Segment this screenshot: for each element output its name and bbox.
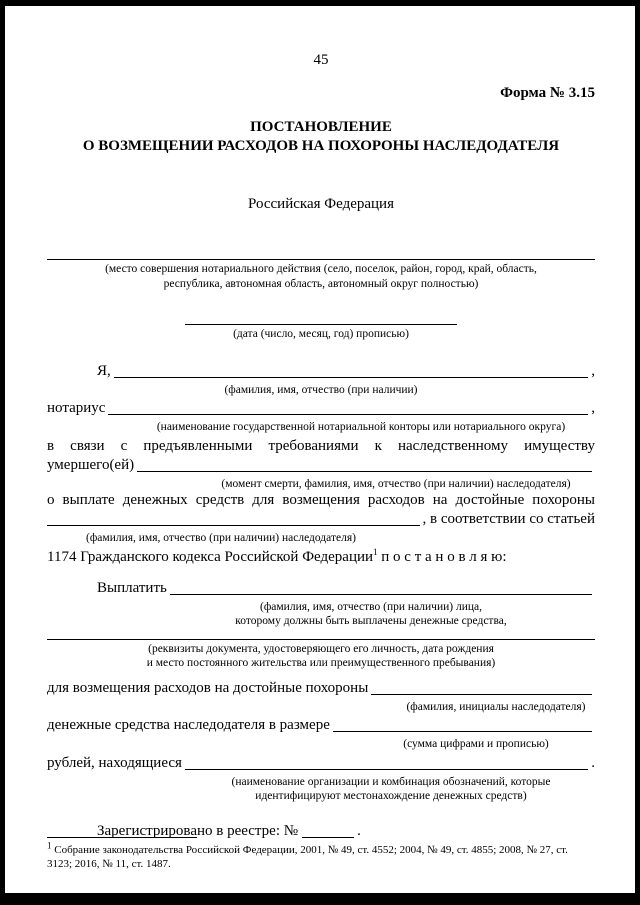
payee-caption-line-2: которому должны быть выплачены денежные средства, [235,615,507,627]
deceased-caption: (момент смерти, фамилия, имя, отчество (при наличии) наследодателя) [221,477,571,490]
notary-office-blank [108,414,588,415]
identity-doc-blank [47,639,595,640]
funeral-row [47,679,595,698]
federation-heading: Российская Федерация [248,196,394,212]
payee-name-blank [170,594,592,595]
trailing-comma: , [591,400,595,416]
date-caption: (дата (число, месяц, год) прописью) [233,328,409,340]
place-caption-line-2: республика, автономная область, автономный округ полностью) [163,277,479,290]
resolve-text: п о с т а н о в л я ю: [381,548,507,565]
page-number: 45 [313,52,329,68]
testator-caption: (фамилия, имя, отчество (при наличии) наследодателя) [86,532,356,544]
rubles-row [47,754,595,773]
organization-caption-line-1: (наименование организации и комбинация обозначений, которые [231,775,551,788]
funds-location-blank [185,769,588,770]
footnote-marker: 1 [47,840,52,851]
amount-blank [333,731,592,732]
identity-caption [47,642,595,671]
trailing-comma: , [591,362,595,379]
pay-row [47,579,595,598]
footnote-divider [47,837,197,838]
notary-label: нотариус [47,400,106,416]
footnote-text-block [47,840,595,871]
registered-label: Зарегистрировано в реестре: № [97,822,299,839]
amount-label: денежные средства наследодателя в размере [47,717,330,733]
deceased-info-blank [137,471,592,472]
place-caption-line-1: (место совершения нотариального действия (село, поселок, район, город, край, область, [105,263,537,275]
organization-caption-line-2: идентифицируют местонахождение денежных средств) [255,790,527,802]
payee-caption-line-1: (фамилия, имя, отчество (при наличии) лица, [260,600,482,613]
document-title [47,118,595,156]
place-caption [47,262,595,291]
declarant-row [47,362,595,381]
notary-row [47,399,595,418]
amount-caption: (сумма цифрами и прописью) [403,738,549,750]
i-label: Я, [97,362,111,379]
title-line-1: ПОСТАНОВЛЕНИЕ [250,119,392,135]
article-text: 1174 Гражданского кодекса Российской Федерации [47,548,374,565]
claims-text: в связи с предъявленными требованиями к наследственному имуществу [47,437,595,454]
deceased-label: умершего(ей) [47,456,135,473]
form-number-label: Форма № 3.15 [500,85,595,101]
date-blank-line [185,313,457,325]
trailing-period: . [591,754,595,771]
funeral-label: для возмещения расходов на достойные похороны [47,679,369,696]
accordance-text: , в соответствии со статьей [422,511,595,527]
payee-caption [147,600,595,629]
payout-text: о выплате денежных средств для возмещения расходов на достойные похороны [47,492,595,508]
footnote-text: Собрание законодательства Российской Федерации, 2001, № 49, ст. 4552; 2004, № 49, ст. 4855; 2008, № 27, ст. 3123; 2016, № 11, ст. 1487. [47,844,568,870]
title-line-2: О ВОЗМЕЩЕНИИ РАСХОДОВ НА ПОХОРОНЫ НАСЛЕДОДАТЕЛЯ [82,138,560,154]
testator-name-blank [47,525,420,526]
identity-caption-line-2: и место постоянного жительства или преимущественного пребывания) [146,657,496,669]
pay-label: Выплатить [97,579,167,596]
notary-name-blank [114,377,588,378]
identity-caption-line-1: (реквизиты документа, удостоверяющего его личность, дата рождения [148,642,494,655]
organization-caption [187,775,595,804]
footnote-reference: 1 [373,546,378,557]
accordance-row [47,510,595,529]
trailing-period: . [357,822,361,839]
amount-row [47,716,595,735]
notary-office-caption: (наименование государственной нотариальной конторы или нотариального округа) [156,421,566,433]
deceased-row [47,456,595,475]
article-line [47,548,595,567]
testator-initials-caption: (фамилия, инициалы наследодателя) [406,700,586,713]
place-blank-line [47,259,595,260]
notary-name-caption: (фамилия, имя, отчество (при наличии) [224,383,418,396]
footnote [47,837,595,871]
rubles-label: рублей, находящиеся [47,754,182,771]
funeral-person-blank [371,694,592,695]
